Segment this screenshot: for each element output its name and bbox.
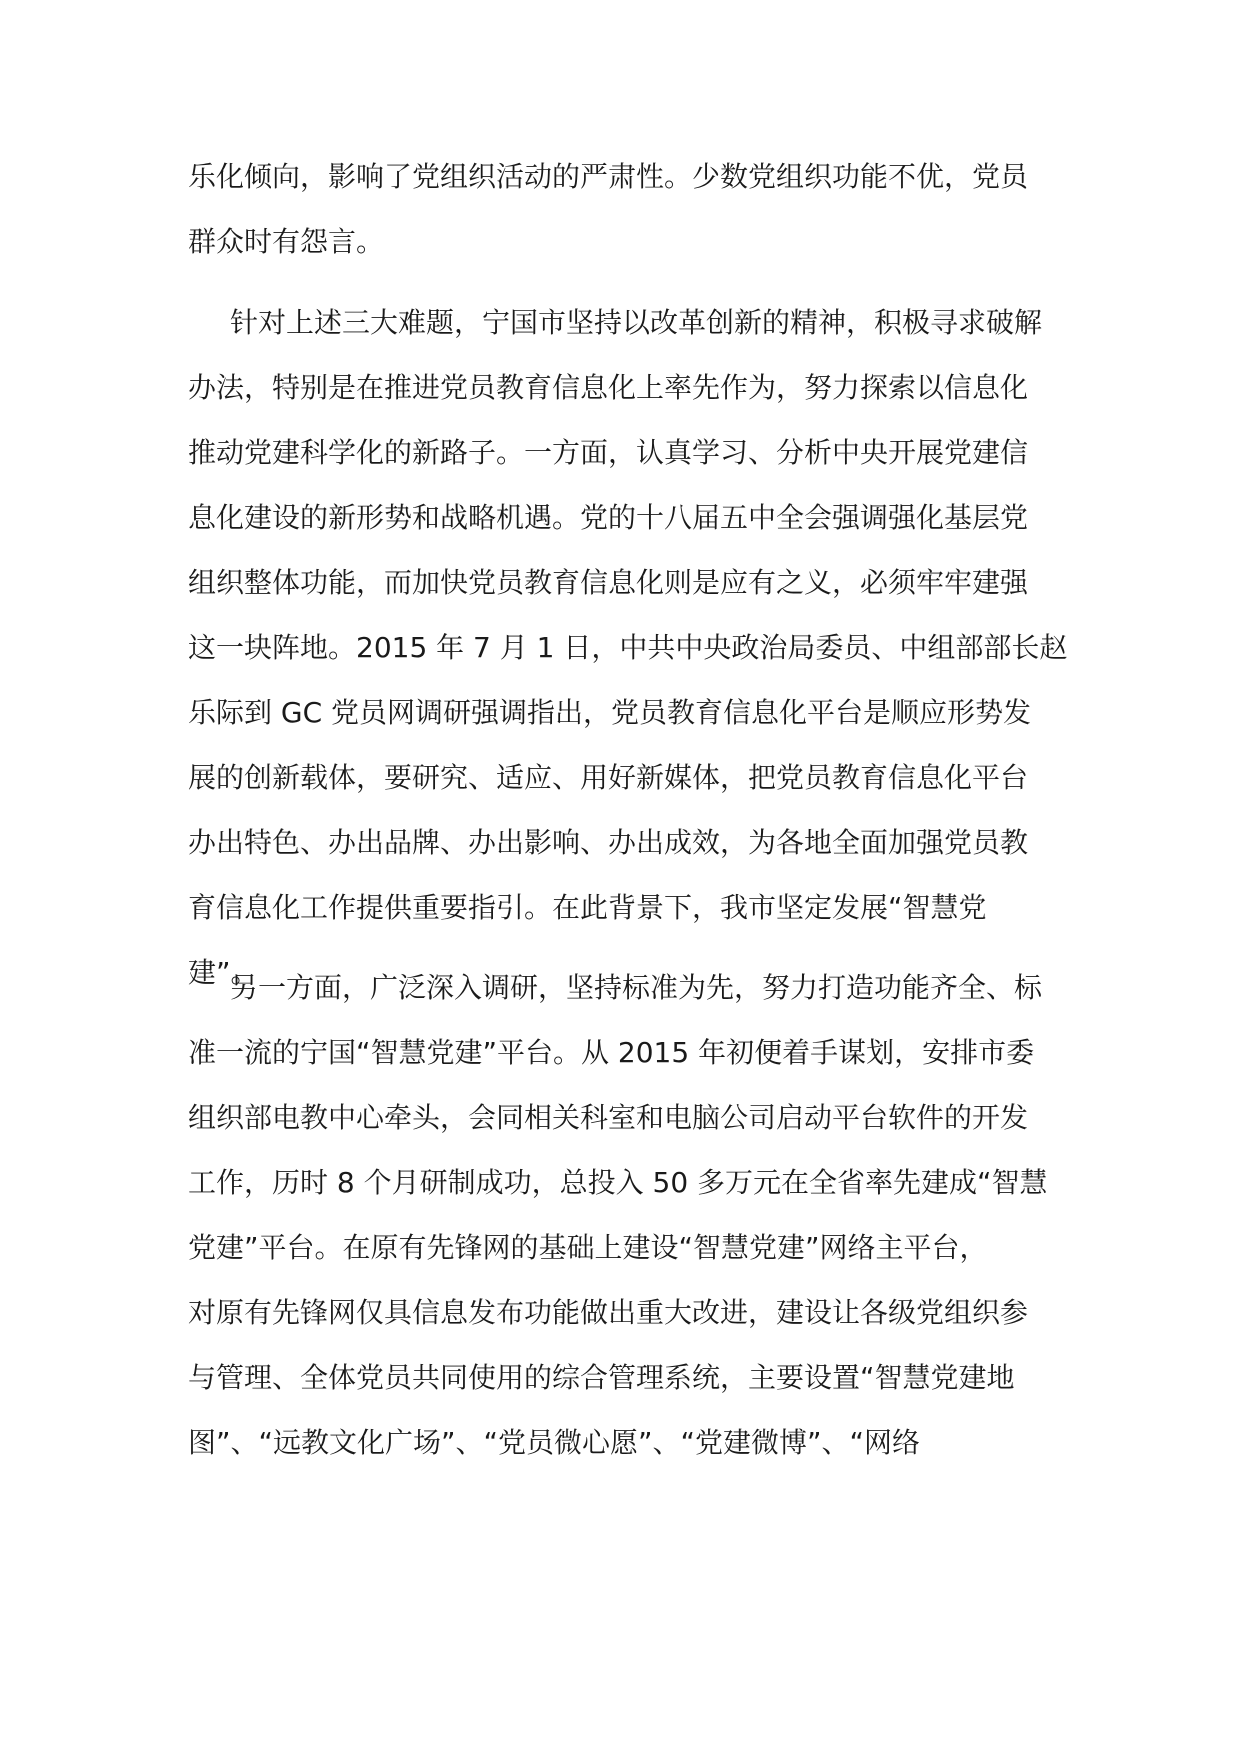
text-line: 办法，特别是在推进党员教育信息化上率先作为，努力探索以信息化: [188, 371, 1029, 404]
text-line: 工作，历时 8 个月研制成功，总投入 50 多万元在全省率先建成“智慧: [188, 1166, 1048, 1199]
text-line: 办出特色、办出品牌、办出影响、办出成效，为各地全面加强党员教: [188, 826, 1029, 859]
text-line: 推动党建科学化的新路子。一方面，认真学习、分析中央开展党建信: [188, 436, 1029, 469]
text-line: 另一方面，广泛深入调研，坚持标准为先，努力打造功能齐全、标: [230, 971, 1043, 1004]
paragraph-3: [188, 955, 1058, 1475]
text-line: 组织部电教中心牵头，会同相关科室和电脑公司启动平台软件的开发: [188, 1101, 1029, 1134]
text-line: 准一流的宁国“智慧党建”平台。从 2015 年初便着手谋划，安排市委: [188, 1036, 1035, 1069]
text-line: 与管理、全体党员共同使用的综合管理系统，主要设置“智慧党建地: [188, 1361, 1015, 1394]
paragraph-1: [188, 144, 1058, 274]
text-line: 对原有先锋网仅具信息发布功能做出重大改进，建设让各级党组织参: [188, 1296, 1029, 1329]
text-line: 这一块阵地。2015 年 7 月 1 日，中共中央政治局委员、中组部部长赵: [188, 631, 1068, 664]
text-line: 建”。: [188, 956, 259, 989]
paragraph-2: [188, 290, 1068, 1005]
text-line: 展的创新载体，要研究、适应、用好新媒体，把党员教育信息化平台: [188, 761, 1029, 794]
text-line: 党建”平台。在原有先锋网的基础上建设“智慧党建”网络主平台，: [188, 1231, 988, 1264]
text-line: 乐化倾向，影响了党组织活动的严肃性。少数党组织功能不优，党员: [188, 160, 1029, 193]
text-line: 乐际到 GC 党员网调研强调指出，党员教育信息化平台是顺应形势发: [188, 696, 1032, 729]
text-line: 针对上述三大难题，宁国市坚持以改革创新的精神，积极寻求破解: [230, 306, 1043, 339]
text-line: 息化建设的新形势和战略机遇。党的十八届五中全会强调强化基层党: [188, 501, 1029, 534]
text-line: 育信息化工作提供重要指引。在此背景下，我市坚定发展“智慧党: [188, 891, 987, 924]
text-line: 群众时有怨言。: [188, 225, 385, 258]
text-line: 图”、“远教文化广场”、“党员微心愿”、“党建微博”、“网络: [188, 1426, 921, 1459]
text-line: 组织整体功能，而加快党员教育信息化则是应有之义，必须牢牢建强: [188, 566, 1029, 599]
